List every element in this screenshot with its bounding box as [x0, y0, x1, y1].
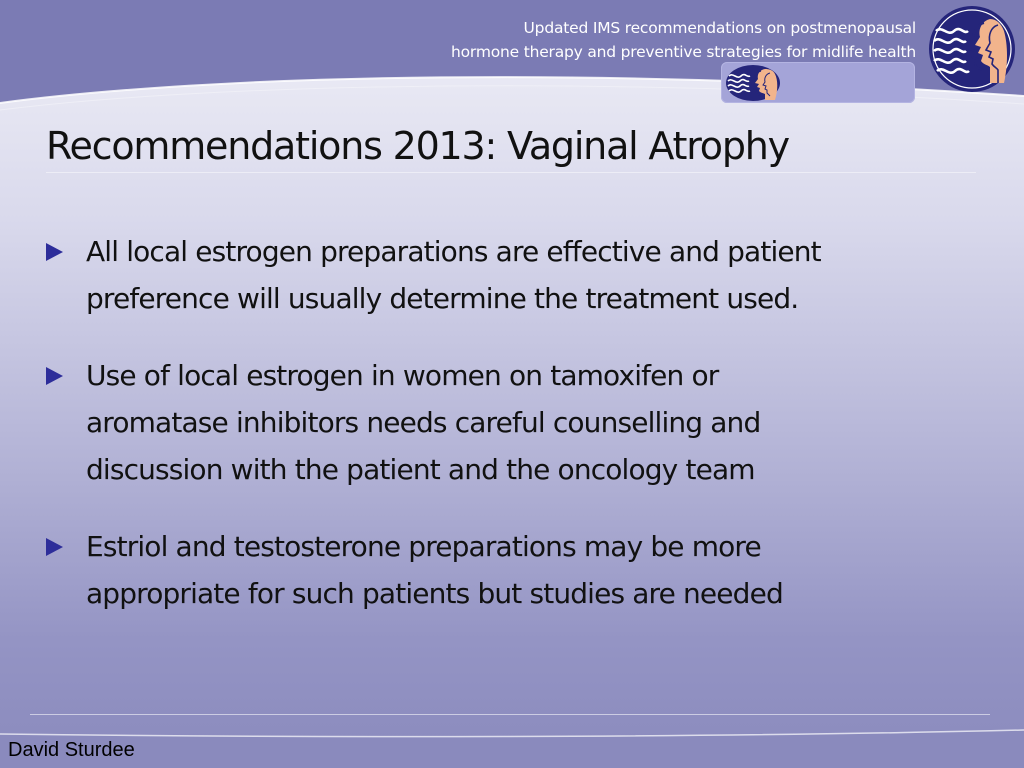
bullet-line: Use of local estrogen in women on tamoxifen or: [86, 359, 719, 392]
header-title-line-1: Updated IMS recommendations on postmenopausal: [523, 19, 916, 37]
header-title-line-2: hormone therapy and preventive strategies for midlife health: [451, 43, 916, 61]
footer-band: [0, 712, 1024, 768]
header-title: [356, 16, 916, 64]
slide-title: Recommendations 2013: Vaginal Atrophy: [46, 124, 789, 168]
bullet-line: aromatase inhibitors needs careful counselling and: [86, 406, 761, 439]
bullet-list: [46, 228, 1006, 617]
bullet-arrow-icon: [46, 538, 63, 556]
ims-logo-icon: [928, 5, 1016, 93]
bullet-line: discussion with the patient and the oncology team: [86, 453, 755, 486]
title-divider: [46, 172, 976, 173]
ims-small-logo-icon: [725, 64, 781, 102]
bullet-arrow-icon: [46, 243, 63, 261]
bullet-line: preference will usually determine the treatment used.: [86, 282, 799, 315]
bullet-line: Estriol and testosterone preparations may be more: [86, 530, 761, 563]
bullet-item: [46, 352, 1006, 493]
author-name: David Sturdee: [8, 739, 135, 761]
bullet-item: [46, 228, 1006, 322]
bullet-line: All local estrogen preparations are effective and patient: [86, 235, 821, 268]
bullet-arrow-icon: [46, 367, 63, 385]
bullet-line: appropriate for such patients but studies are needed: [86, 577, 783, 610]
bullet-item: [46, 523, 1006, 617]
